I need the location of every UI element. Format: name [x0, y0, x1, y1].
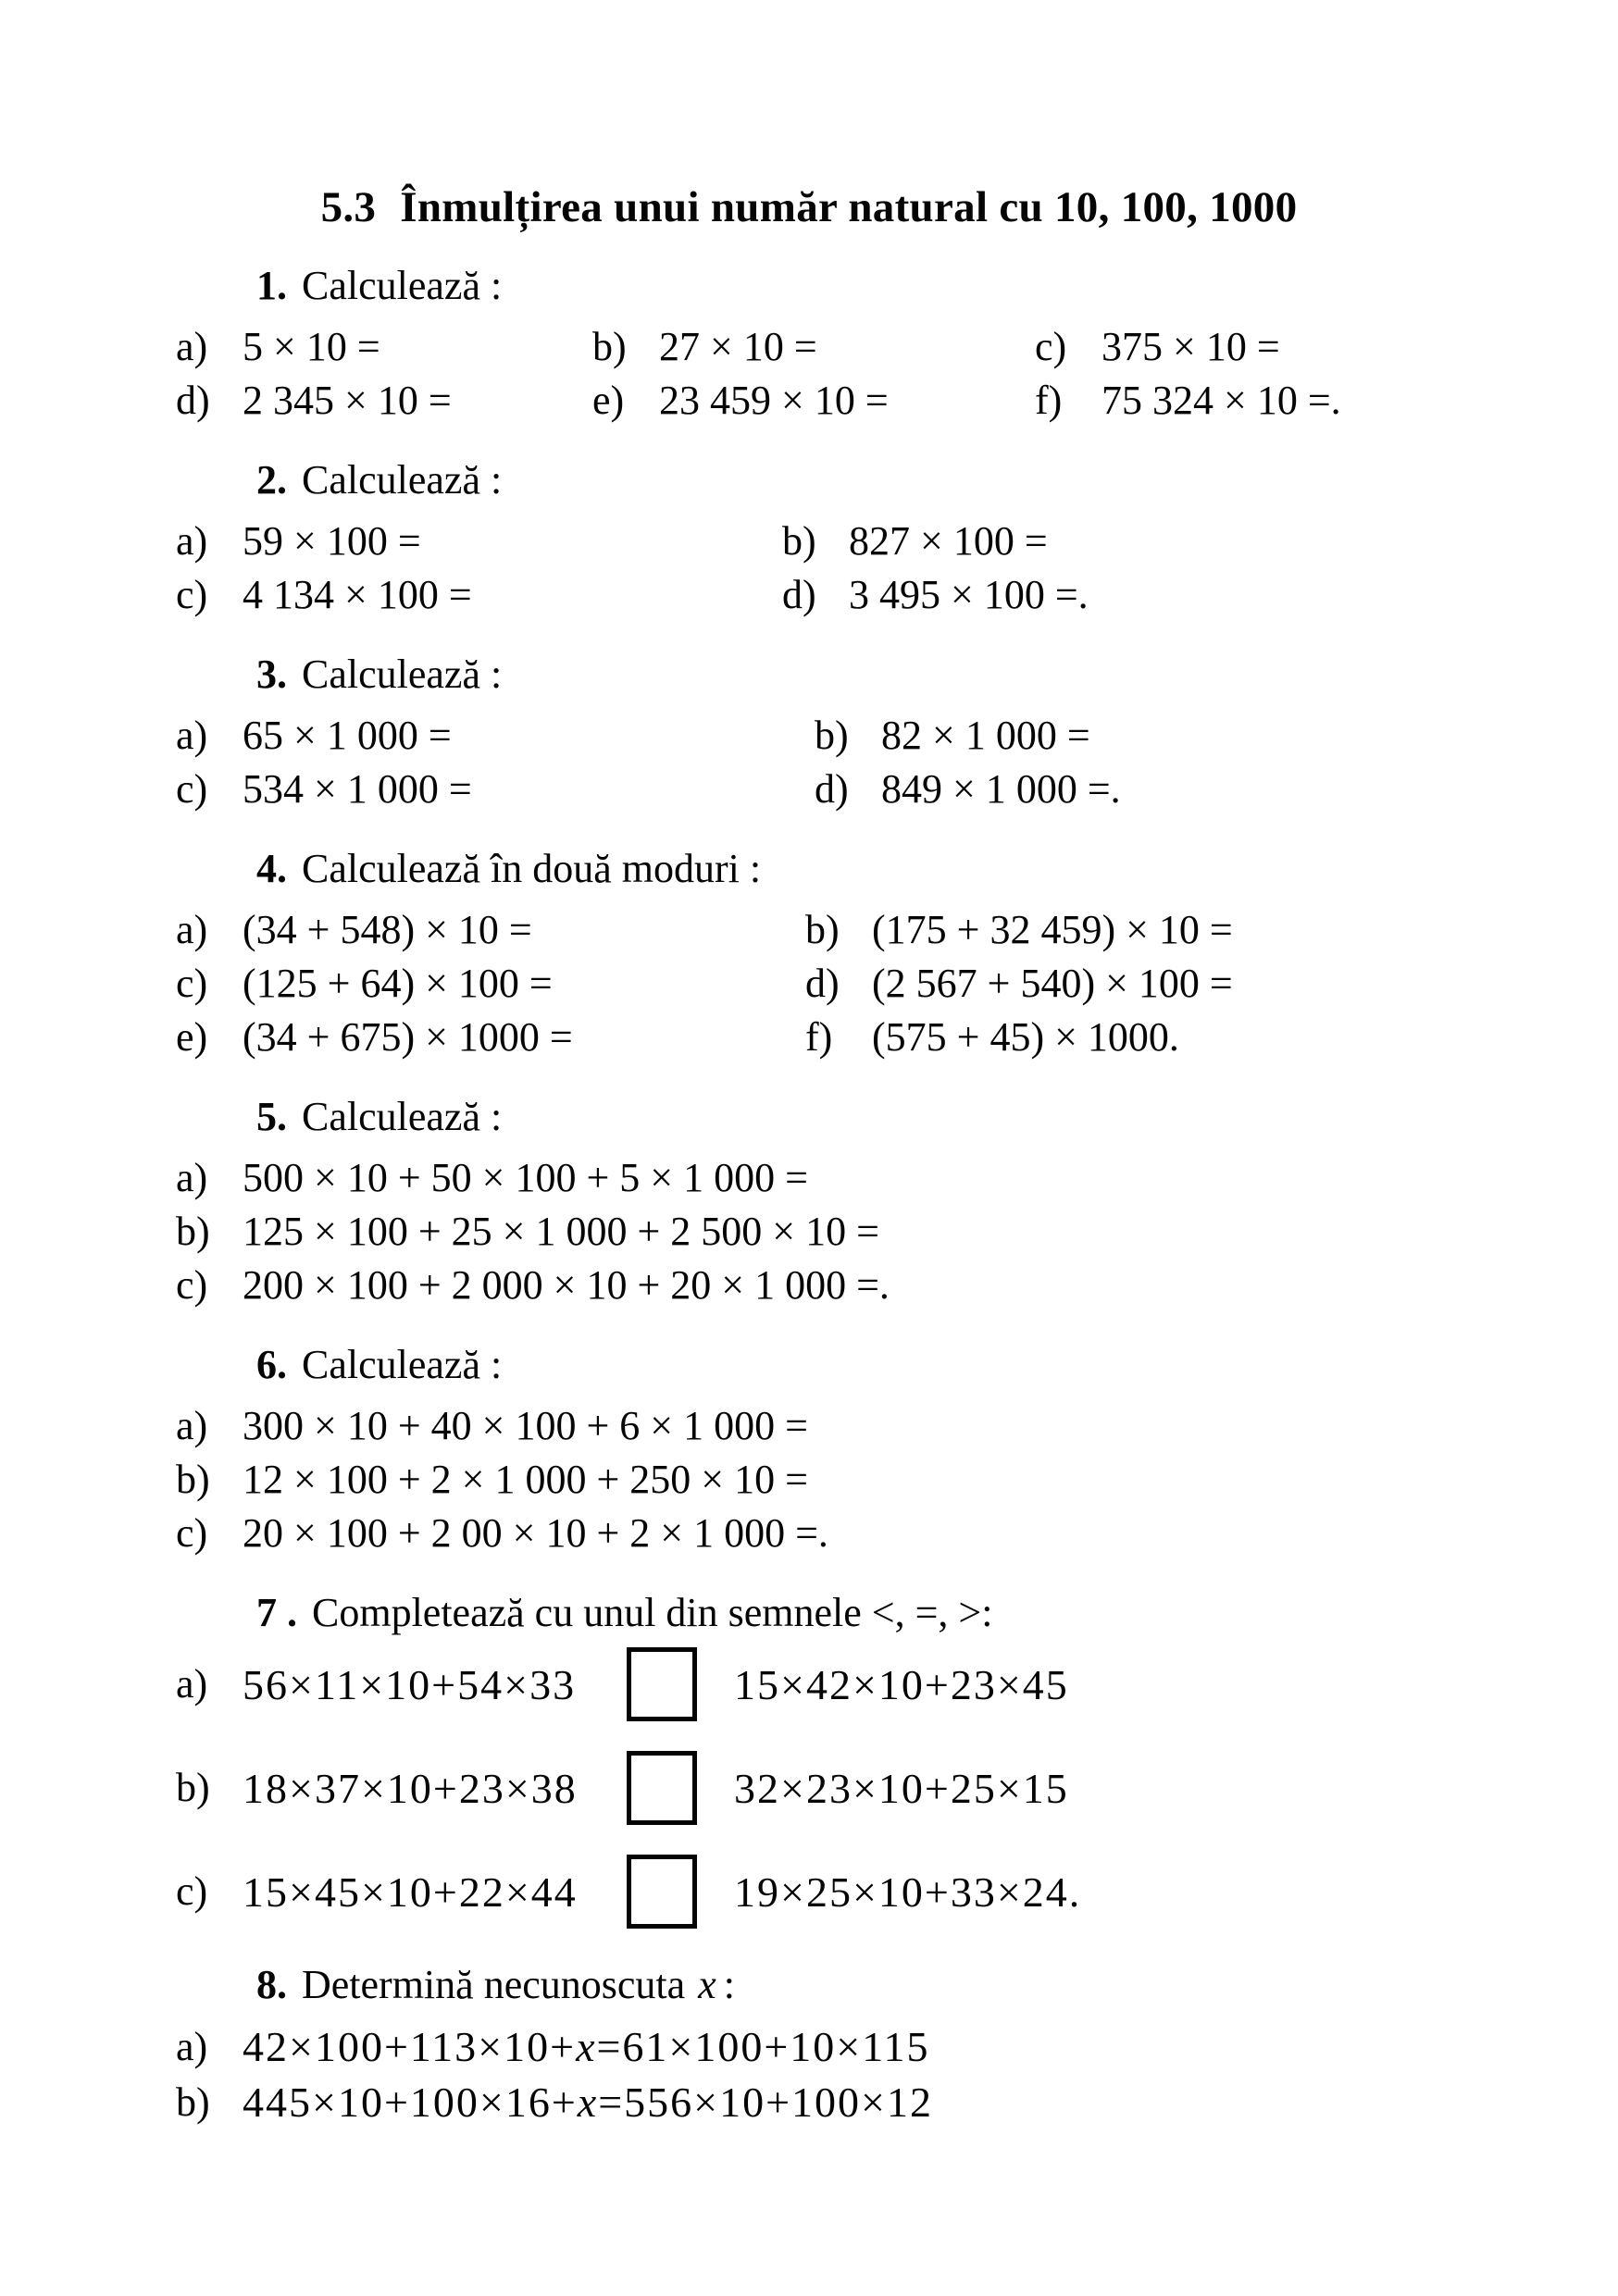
exercise-item	[805, 903, 1581, 957]
equation-right: =556×10+100×12	[598, 2079, 933, 2127]
problem-5-header	[0, 1090, 1618, 1144]
equation-left: 42×100+113×10+	[243, 2023, 577, 2071]
problem-number: 1.	[256, 263, 287, 309]
item-label: d)	[815, 766, 849, 813]
problem-prompt: Calculează :	[302, 652, 503, 698]
item-label: d)	[176, 378, 210, 424]
problem-4-header	[0, 842, 1618, 896]
page-title	[0, 0, 1618, 233]
item-expression: 59 × 100 =	[243, 518, 421, 565]
problem-rows	[0, 709, 1618, 816]
problem-number: 7 .	[256, 1590, 297, 1636]
problem-number: 5.	[256, 1094, 287, 1140]
exercise-item	[176, 515, 782, 568]
item-expression: (575 + 45) × 1000.	[872, 1014, 1179, 1061]
item-label: c)	[176, 1510, 208, 1557]
item-expression: 849 × 1 000 =.	[881, 766, 1121, 813]
item-label: b)	[176, 2079, 210, 2126]
item-expression: 534 × 1 000 =	[243, 766, 472, 813]
exercise-item	[176, 1205, 1581, 1259]
problem-rows	[0, 1399, 1618, 1560]
exercise-item	[1035, 374, 1581, 428]
problem-prompt: Completează cu unul din semnele <, =, >:	[312, 1590, 993, 1636]
problem-prompt: Calculează :	[302, 457, 503, 503]
item-expression: 65 × 1 000 =	[243, 713, 452, 759]
item-label: a)	[176, 2024, 208, 2070]
item-label: d)	[805, 961, 840, 1007]
exercise-item	[176, 1507, 1581, 1560]
item-label: f)	[805, 1014, 833, 1061]
exercise-item	[176, 957, 805, 1011]
item-expression: 5 × 10 =	[243, 324, 380, 370]
item-label: c)	[176, 572, 208, 618]
exercise-item	[782, 515, 1581, 568]
item-label: c)	[176, 1262, 208, 1309]
item-label: a)	[176, 713, 208, 759]
exercise-item	[176, 1453, 1581, 1507]
item-expression: 827 × 100 =	[849, 518, 1048, 565]
answer-box[interactable]	[627, 1751, 697, 1825]
exercise-item	[176, 374, 592, 428]
exercise-item	[592, 374, 1035, 428]
problem-2-header	[0, 453, 1618, 507]
item-expression: 20 × 100 + 2 00 × 10 + 2 × 1 000 =.	[243, 1510, 828, 1557]
exercise-item	[176, 320, 592, 374]
unknown-variable: x	[577, 2079, 599, 2127]
problem-rows	[0, 1151, 1618, 1312]
item-label: e)	[176, 1014, 208, 1061]
problem-3	[0, 648, 1618, 816]
exercise-item	[176, 903, 805, 957]
answer-box[interactable]	[627, 1855, 697, 1929]
item-label: c)	[176, 766, 208, 813]
item-expression: (175 + 32 459) × 10 =	[872, 907, 1233, 953]
problem-number: 8.	[256, 1962, 287, 2008]
exercise-item	[1035, 320, 1581, 374]
item-label: c)	[176, 961, 208, 1007]
exercise-item	[176, 1399, 1581, 1453]
item-expression: 23 459 × 10 =	[659, 378, 889, 424]
item-label: c)	[1035, 324, 1067, 370]
item-expression: 125 × 100 + 25 × 1 000 + 2 500 × 10 =	[243, 1209, 879, 1255]
right-expression: 32×23×10+25×15	[734, 1764, 1069, 1812]
problem-7	[0, 1586, 1618, 1929]
right-expression: 19×25×10+33×24.	[734, 1868, 1082, 1916]
exercise-item	[805, 957, 1581, 1011]
equation-expression	[243, 2019, 930, 2075]
problem-number: 3.	[256, 652, 287, 698]
problem-prompt: Calculează :	[302, 1342, 503, 1388]
unknown-variable: x	[576, 2023, 597, 2071]
unknown-variable: x	[698, 1962, 716, 2008]
problem-prompt: Determină necunoscuta	[302, 1962, 686, 2008]
problem-number: 2.	[256, 457, 287, 503]
exercise-item	[176, 1259, 1581, 1312]
problem-4	[0, 842, 1618, 1064]
item-expression: 500 × 10 + 50 × 100 + 5 × 1 000 =	[243, 1155, 808, 1201]
item-expression: 200 × 100 + 2 000 × 10 + 20 × 1 000 =.	[243, 1262, 890, 1309]
item-expression: 2 345 × 10 =	[243, 378, 452, 424]
problem-prompt: Calculează :	[302, 263, 503, 309]
item-expression: 3 495 × 100 =.	[849, 572, 1089, 618]
prompt-suffix: :	[723, 1962, 735, 2008]
item-label: a)	[176, 324, 208, 370]
item-expression: (34 + 675) × 1000 =	[243, 1014, 573, 1061]
item-label: b)	[176, 1457, 210, 1503]
item-label: f)	[1035, 378, 1063, 424]
problem-8-header	[0, 1958, 1618, 2012]
item-label: a)	[176, 1403, 208, 1449]
problem-rows	[0, 320, 1618, 428]
problem-6	[0, 1338, 1618, 1560]
item-label: b)	[176, 1209, 210, 1255]
section-number: 5.3	[320, 183, 377, 231]
item-label: a)	[176, 518, 208, 565]
item-expression: (34 + 548) × 10 =	[243, 907, 532, 953]
exercise-item	[176, 568, 782, 622]
item-expression: (125 + 64) × 100 =	[243, 961, 553, 1007]
exercise-item	[176, 709, 815, 763]
equation-expression	[243, 2075, 933, 2130]
problem-list	[0, 259, 1618, 2130]
comparison-row	[176, 1647, 1581, 1721]
answer-box[interactable]	[627, 1647, 697, 1721]
item-label: b)	[782, 518, 816, 565]
item-label: b)	[176, 1765, 210, 1811]
item-label: b)	[815, 713, 849, 759]
problem-5	[0, 1090, 1618, 1312]
problem-prompt: Calculează :	[302, 1094, 503, 1140]
item-expression: 375 × 10 =	[1101, 324, 1280, 370]
exercise-item	[815, 763, 1581, 816]
item-label: a)	[176, 907, 208, 953]
item-expression: 82 × 1 000 =	[881, 713, 1090, 759]
problem-7-header	[0, 1586, 1618, 1640]
exercise-item	[592, 320, 1035, 374]
exercise-item	[176, 1011, 805, 1064]
right-expression: 15×42×10+23×45	[734, 1660, 1069, 1708]
item-label: d)	[782, 572, 816, 618]
equation-left: 445×10+100×16+	[243, 2079, 578, 2127]
problem-8	[0, 1958, 1618, 2130]
left-expression: 18×37×10+23×38	[243, 1764, 578, 1812]
exercise-item	[805, 1011, 1581, 1064]
problem-number: 4.	[256, 846, 287, 892]
problem-rows	[0, 2019, 1618, 2130]
problem-prompt: Calculează în două moduri :	[302, 846, 762, 892]
item-label: c)	[176, 1868, 208, 1915]
exercise-item	[782, 568, 1581, 622]
item-expression: 4 134 × 100 =	[243, 572, 472, 618]
item-label: b)	[805, 907, 840, 953]
left-expression: 15×45×10+22×44	[243, 1868, 578, 1916]
comparison-row	[176, 1751, 1581, 1825]
item-label: a)	[176, 1155, 208, 1201]
equation-row	[176, 2075, 1581, 2130]
item-label: a)	[176, 1661, 208, 1707]
problem-rows	[0, 1647, 1618, 1929]
item-expression: 300 × 10 + 40 × 100 + 6 × 1 000 =	[243, 1403, 808, 1449]
item-expression: (2 567 + 540) × 100 =	[872, 961, 1233, 1007]
problem-1	[0, 259, 1618, 428]
problem-1-header	[0, 259, 1618, 313]
exercise-item	[815, 709, 1581, 763]
item-label: e)	[592, 378, 625, 424]
comparison-row	[176, 1855, 1581, 1929]
section-title: Înmulțirea unui număr natural cu 10, 100, 1000	[400, 183, 1298, 231]
problem-rows	[0, 903, 1618, 1064]
item-expression: 75 324 × 10 =.	[1101, 378, 1341, 424]
left-expression: 56×11×10+54×33	[243, 1660, 577, 1708]
problem-number: 6.	[256, 1342, 287, 1388]
problem-2	[0, 453, 1618, 622]
problem-3-header	[0, 648, 1618, 701]
problem-6-header	[0, 1338, 1618, 1392]
item-label: b)	[592, 324, 627, 370]
item-expression: 12 × 100 + 2 × 1 000 + 250 × 10 =	[243, 1457, 808, 1503]
problem-rows	[0, 515, 1618, 622]
item-expression: 27 × 10 =	[659, 324, 817, 370]
equation-right: =61×100+10×115	[596, 2023, 930, 2071]
exercise-item	[176, 763, 815, 816]
exercise-item	[176, 1151, 1581, 1205]
equation-row	[176, 2019, 1581, 2075]
